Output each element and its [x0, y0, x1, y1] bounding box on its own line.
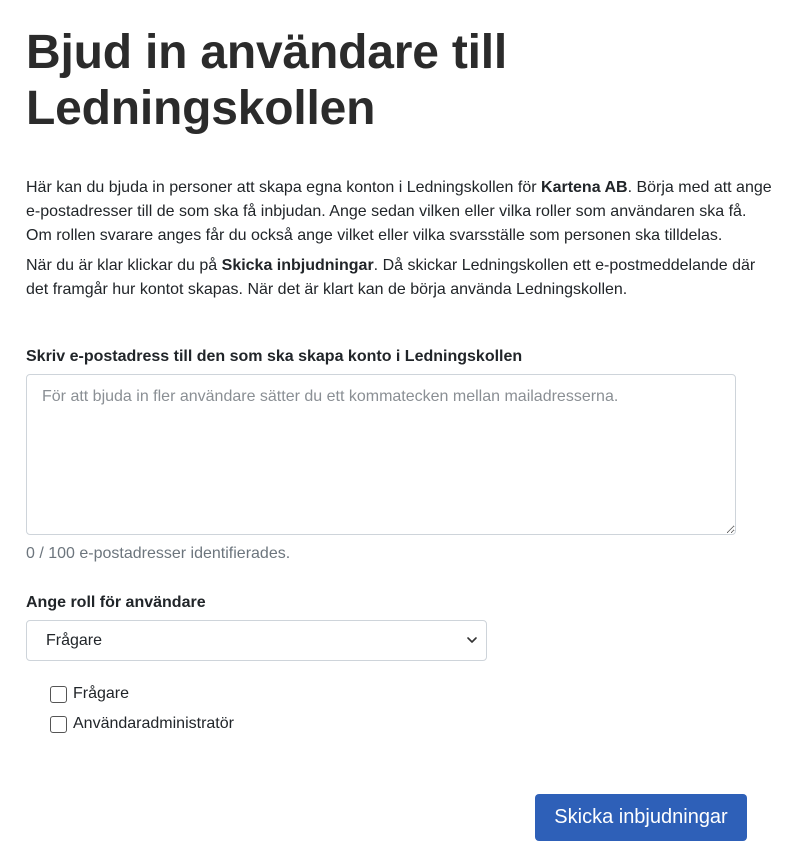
- role-checkbox-list: [50, 679, 234, 739]
- email-field-label: Skriv e-postadress till den som ska skapa konto i Ledningskollen: [26, 348, 523, 365]
- role-select-value: Frågare: [46, 632, 103, 649]
- submit-reference: Skicka inbjudningar: [221, 257, 374, 274]
- checkbox-anvandaradministrator[interactable]: [50, 716, 67, 733]
- send-invitations-button[interactable]: Skicka inbjudningar: [535, 794, 747, 841]
- checkbox-row-anvandaradministrator[interactable]: [50, 709, 234, 739]
- checkbox-label-anvandaradministrator: Användaradministratör: [73, 715, 234, 732]
- checkbox-fragare[interactable]: [50, 686, 67, 703]
- intro-p2-text-b: . Då skickar Ledningskollen ett e-postmeddelande där det framgår hur kontot skapas. När det är klart kan de börja använda Ledningskollen.: [26, 257, 756, 298]
- role-label: Ange roll för användare: [26, 594, 206, 611]
- email-textarea[interactable]: [26, 374, 736, 535]
- intro-paragraph-2: [26, 254, 776, 302]
- intro-p1-text-b: . Börja med att ange e-postadresser till de som ska få inbjudan. Ange sedan vilken eller vilka roller som användaren ska få. Om rollen svarare anges får du också ange vilket eller vilka svarsställe som personen ska tilldelas.: [26, 179, 772, 244]
- checkbox-label-fragare: Frågare: [73, 685, 130, 702]
- chevron-down-icon: [466, 634, 478, 646]
- page-title: Bjud in användare till Ledningskollen: [26, 26, 508, 135]
- email-count-text: 0 / 100 e-postadresser identifierades.: [26, 545, 291, 562]
- checkbox-row-fragare[interactable]: [50, 679, 234, 709]
- intro-p2-text-a: När du är klar klickar du på: [26, 257, 222, 274]
- intro-text: [26, 176, 776, 308]
- intro-p1-text-a: Här kan du bjuda in personer att skapa egna konton i Ledningskollen för: [26, 179, 542, 196]
- role-select[interactable]: [26, 620, 487, 661]
- company-name: Kartena AB: [541, 179, 628, 196]
- intro-paragraph-1: [26, 176, 776, 248]
